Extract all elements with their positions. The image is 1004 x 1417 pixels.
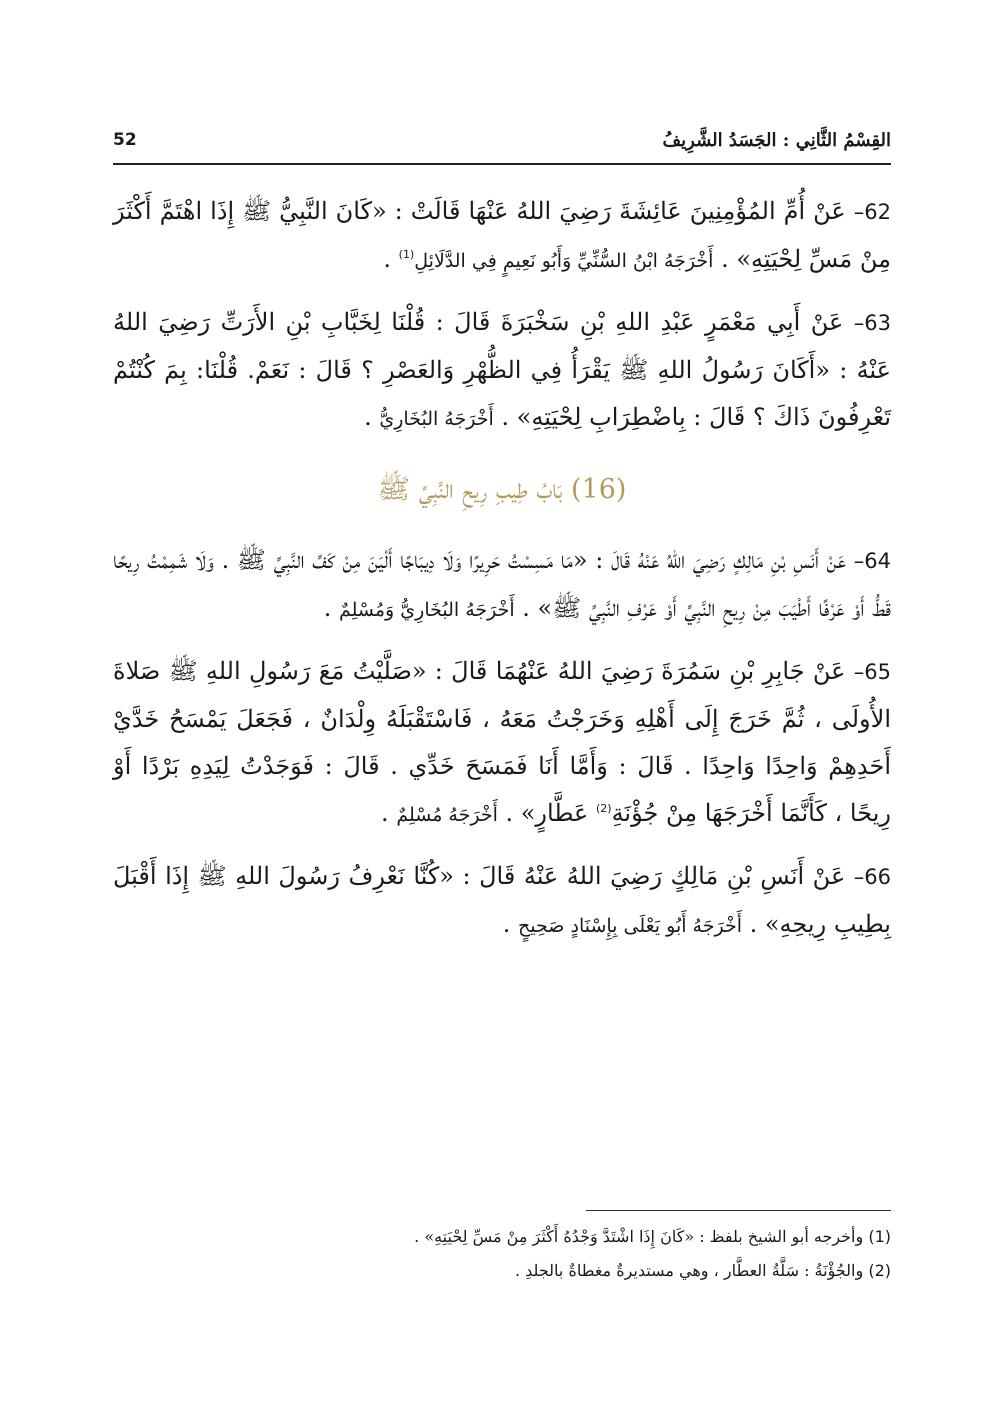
hadith-text: عَنْ أَنَسِ بْنِ مَالِكٍ رَضِيَ اللهُ عَنْهُ قَالَ : «مَا مَسِسْتُ حَرِيرًا وَلَا دِيبَاجًا أَلْيَنَ مِنْ كَفِّ النَّبِيِّ ﷺ . وَلَا شَمِمْتُ رِيحًا قَطُّ أَوْ عَرْفًا أَطْيَبَ مِنْ رِيحِ النَّبِيِّ أَوْ عَرْفِ النَّبِيِّ ﷺ» .: [113, 546, 891, 622]
hadith-end: .: [383, 245, 399, 273]
hadith-number: 66–: [853, 865, 891, 889]
footnote-ref-1[interactable]: (1): [398, 248, 415, 261]
footnote-text: وأخرجه أبو الشيخ بلفظ : «كَانَ إِذَا اشْتَدَّ وَجْدُهُ أَكْثَرَ مِنْ مَسِّ لِحْيَتِهِ» .: [414, 1227, 869, 1246]
hadith-64: [113, 537, 891, 634]
footnote-ref-2[interactable]: (2): [595, 802, 612, 815]
hadith-source: أَخْرَجَهُ ابْنُ السُّنِّيِّ وَأَبُو نَعِيمٍ فِي الدَّلَائِلِ: [414, 250, 714, 272]
hadith-end: .: [381, 799, 397, 827]
footnote-2: [113, 1254, 891, 1288]
hadith-text: عَنْ جَابِرِ بْنِ سَمُرَةَ رَضِيَ اللهُ عَنْهُمَا قَالَ : «صَلَّيْتُ مَعَ رَسُولِ اللهِ ﷺ صَلاةَ الأُولَى ، ثُمَّ خَرَجَ إِلَى أَهْلِهِ وَخَرَجْتُ مَعَهُ ، فَاسْتَقْبَلَهُ وِلْدَانٌ ، فَجَعَلَ يَمْسَحُ خَدَّيْ أَحَدِهِمْ وَاحِدًا وَاحِدًا . قَالَ : وَأَمَّا أَنَا فَمَسَحَ خَدِّي . قَالَ : فَوَجَدْتُ لِيَدِهِ بَرْدًا أَوْ رِيحًا ، كَأَنَّمَا أَخْرَجَهَا مِنْ جُؤْنَةِ: [113, 657, 891, 827]
hadith-end: .: [502, 910, 519, 938]
hadith-62: [113, 188, 891, 285]
footnote-1: [113, 1220, 891, 1254]
hadith-source: أَخْرَجَهُ البُخَارِيُّ: [379, 408, 494, 430]
chapter-heading: (16) بَابُ طِيبِ رِيحِ النَّبِيِّ ﷺ: [377, 474, 627, 505]
footnote-number: (2): [868, 1261, 891, 1280]
page-number: 52: [113, 130, 137, 150]
footnote-number: (1): [868, 1227, 891, 1246]
hadith-text: عَنْ أَنَسِ بْنِ مَالِكٍ رَضِيَ اللهُ عَنْهُ قَالَ : «كُنَّا نَعْرِفُ رَسُولَ اللهِ ﷺ إِذَا أَقْبَلَ بِطِيبِ رِيحِهِ» .: [113, 862, 891, 938]
hadith-63: [113, 299, 891, 443]
page-header: [113, 118, 891, 162]
hadith-number: 62–: [853, 200, 891, 224]
hadith-text: عَنْ أَبِي مَعْمَرٍ عَبْدِ اللهِ بْنِ سَخْبَرَةَ قَالَ : قُلْنَا لِخَبَّابِ بْنِ الأَرَتِّ رَضِيَ اللهُ عَنْهُ : «أَكَانَ رَسُولُ اللهِ ﷺ يَقْرَأُ فِي الظُّهْرِ وَالعَصْرِ ؟ قَالَ : نَعَمْ. قُلْنَا: بِمَ كُنْتُمْ تَعْرِفُونَ ذَاكَ ؟ قَالَ : بِاضْطِرَابِ لِحْيَتِهِ» .: [113, 308, 891, 431]
hadith-end: .: [364, 403, 380, 431]
main-content: [113, 188, 891, 964]
footnotes: [113, 1220, 891, 1288]
hadith-source: أَخْرَجَهُ البُخَارِيُّ وَمُسْلِمٌ: [339, 599, 515, 621]
hadith-65: [113, 648, 891, 839]
header-divider: [113, 163, 891, 165]
hadith-text: عَنْ أُمِّ المُؤْمِنِينَ عَائِشَةَ رَضِيَ اللهُ عَنْهَا قَالَتْ : «كَانَ النَّبِيُّ ﷺ إِذَا اهْتَمَّ أَكْثَرَ مِنْ مَسِّ لِحْيَتِهِ» .: [113, 197, 891, 273]
footnote-divider: [586, 1210, 891, 1211]
footnote-text: والجُؤْنَةُ : سَلَّةُ العطَّار ، وهي مستديرةٌ مغطاةٌ بالجلدِ .: [514, 1261, 869, 1280]
hadith-number: 64–: [853, 549, 892, 573]
hadith-source: أَخْرَجَهُ أَبُو يَعْلَى بِإِسْنَادٍ صَحِيحٍ: [518, 915, 742, 937]
hadith-number: 65–: [853, 660, 891, 684]
hadith-number: 63–: [853, 311, 891, 335]
hadith-text-continued: عَطَّارٍ» .: [497, 799, 596, 827]
section-title: القِسْمُ الثَّانِي : الجَسَدُ الشَّرِيفُ: [662, 129, 891, 151]
hadith-66: [113, 853, 891, 950]
hadith-source: أَخْرَجَهُ مُسْلِمٌ: [396, 804, 498, 826]
hadith-end: .: [323, 594, 339, 622]
